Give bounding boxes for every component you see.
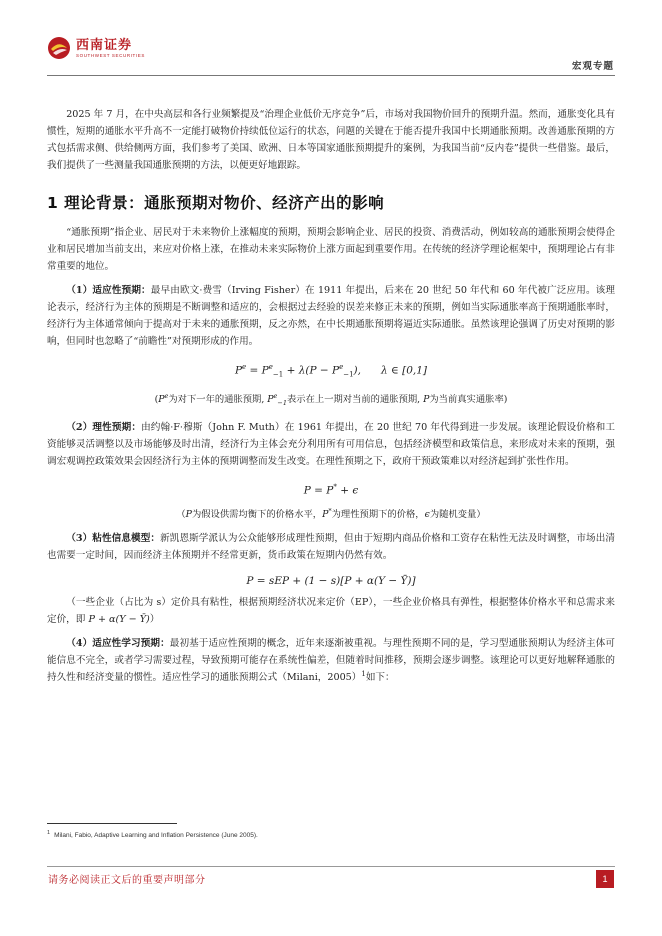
adaptive-formula: $P^e = P^e_{-1} + \lambda(P - P^e_{-1})$, λ ∈ [0,1] — [234, 363, 428, 379]
footnote: $^1$ Milani, Fabio, Adaptive Learning and Inflation Persistence (June 2005). — [47, 830, 258, 840]
rational-expectation-paragraph — [47, 419, 615, 470]
sticky-label: （3）粘性信息模型： — [66, 533, 161, 545]
adaptive-formula-note: ($P^e$为对下一年的通胀预期, $P^e_{-1}$表示在上一期对当前的通胀预期, P为当前真实通胀率) — [154, 391, 508, 407]
adaptive-expectation-paragraph — [47, 282, 615, 350]
header-divider — [47, 75, 615, 76]
company-logo — [47, 36, 145, 60]
document-body — [47, 106, 615, 686]
sticky-information-paragraph — [47, 530, 615, 564]
adaptive-learning-paragraph: （4）适应性学习预期：最初基于适应性预期的概念，近年来逐渐被重视。与理性预期不同的是，学习型通胀预期认为经济主体可能信息不完全，或者学习需要过程，导致预期可能存在系统性偏差，但随着时间推移，预期会逐步调整。该理论可以更好地解释通胀的持久性和经济变量的惯性。适应性学习的通胀预期公式（Milani，2005）$^1$如下： — [47, 638, 615, 684]
rational-text: 由约翰·F·穆斯（John F. Muth）在 1961 年提出，在 20 世纪 70 年代得到进一步发展。该理论假设价格和工资能够灵活调整以及市场能够及时出清，经济行为主体会充分利用所有可用信息，包括经济模型和政策信息，来形成对未来的预期，强调宏观调控政策效果会因经济行为主体的预期调整而发生改变。在理性预期之下，政府干预政策难以对经济起到扩张性作用。 — [47, 421, 615, 467]
logo-mark-icon — [47, 36, 71, 60]
learning-text: 最初基于适应性预期的概念，近年来逐渐被重视。与理性预期不同的是，学习型通胀预期认为经济主体可能信息不完全，或者学习需要过程，导致预期可能存在系统性偏差，但随着时间推移，预期会逐步调整。该理论可以更好地解释通胀的持久性和经济变量的惯性。适应性学习的通胀预期公式（Milani，2005） — [47, 638, 615, 684]
sticky-formula-note: （一些企业（占比为 s）定价具有粘性，根据预期经济状况来定价（EP），一些企业价格具有弹性，根据整体价格水平和总需求来定价，即 P + α(Y − Ȳ)） — [47, 597, 615, 626]
definition-paragraph: “通胀预期”指企业、居民对于未来物价上涨幅度的预期，预期会影响企业、居民的投资、消费活动，例如较高的通胀预期会使得企业和居民增加当前支出，来应对价格上涨，在推动未来实际物价上涨方面起到重要作用。在传统的经济学理论框架中，预期理论占有非常重要的地位。 — [47, 227, 615, 272]
lambda-range: λ ∈ [0,1] — [381, 364, 428, 377]
sticky-text: 新凯恩斯学派认为公众能够形成理性预期，但由于短期内商品价格和工资存在粘性无法及时调整，市场出清也需要一定时间，因而经济主体预期并不经常更新，货币政策在短期内仍然有效。 — [47, 533, 615, 562]
adaptive-text: 最早由欧文·费雪（Irving Fisher）在 1911 年提出，后来在 20 世纪 50 年代和 60 年代被广泛应用。该理论表示，经济行为主体的预期是不断调整和适应的，会根据过去经验的误差来修正未来的预期，例如当实际通胀率高于预期通胀率时，经济行为主体通常倾向于提高对于未来的通胀预期，反之亦然，在中长期通胀预期将逼近实际通胀。虽然该理论强调了历史对预期的影响，但同时也忽略了“前瞻性”对预期形成的作用。 — [47, 285, 615, 347]
logo-name-en: SOUTHWEST SECURITIES — [76, 52, 145, 58]
disclaimer-text: 请务必阅读正文后的重要声明部分 — [48, 875, 206, 886]
page-number: 1 — [596, 870, 614, 888]
rational-label: （2）理性预期： — [66, 421, 142, 433]
intro-paragraph: 2025 年 7 月，在中央高层和各行业频繁提及“治理企业低价无序竞争”后，市场对我国物价回升的预期升温。然而，通胀变化具有惯性，短期的通胀水平升高不一定能打破物价持续低位运行的状态，问题的关键在于能否提升我国中长期通胀预期。改善通胀预期的方式包括需求侧、供给侧两方面，我们参考了美国、欧洲、日本等国家通胀预期提升的案例，为我国当前“反内卷”提供一些借鉴。最后，我们提供了一些测量我国通胀预期的方法，以便更好地跟踪。 — [47, 109, 615, 171]
footnote-ref[interactable]: 1 — [361, 669, 366, 678]
logo-name-cn: 西南证券 — [76, 37, 133, 53]
adaptive-label: （1）适应性预期： — [66, 285, 151, 296]
sticky-formula: P = sEP + (1 − s)[P + α(Y − Ȳ)] — [246, 575, 416, 588]
rational-formula: P = P* + ϵ — [303, 482, 359, 497]
footnote-divider — [47, 823, 177, 824]
rational-formula-note: （P为假设供需均衡下的价格水平，P*为理性预期下的价格，ϵ为随机变量） — [176, 507, 486, 521]
footer-divider — [47, 866, 615, 867]
section-heading: 1 理论背景：通胀预期对物价、经济产出的影响 — [47, 194, 385, 212]
learning-label: （4）适应性学习预期： — [66, 638, 170, 650]
section-tag: 宏观专题 — [571, 61, 614, 72]
